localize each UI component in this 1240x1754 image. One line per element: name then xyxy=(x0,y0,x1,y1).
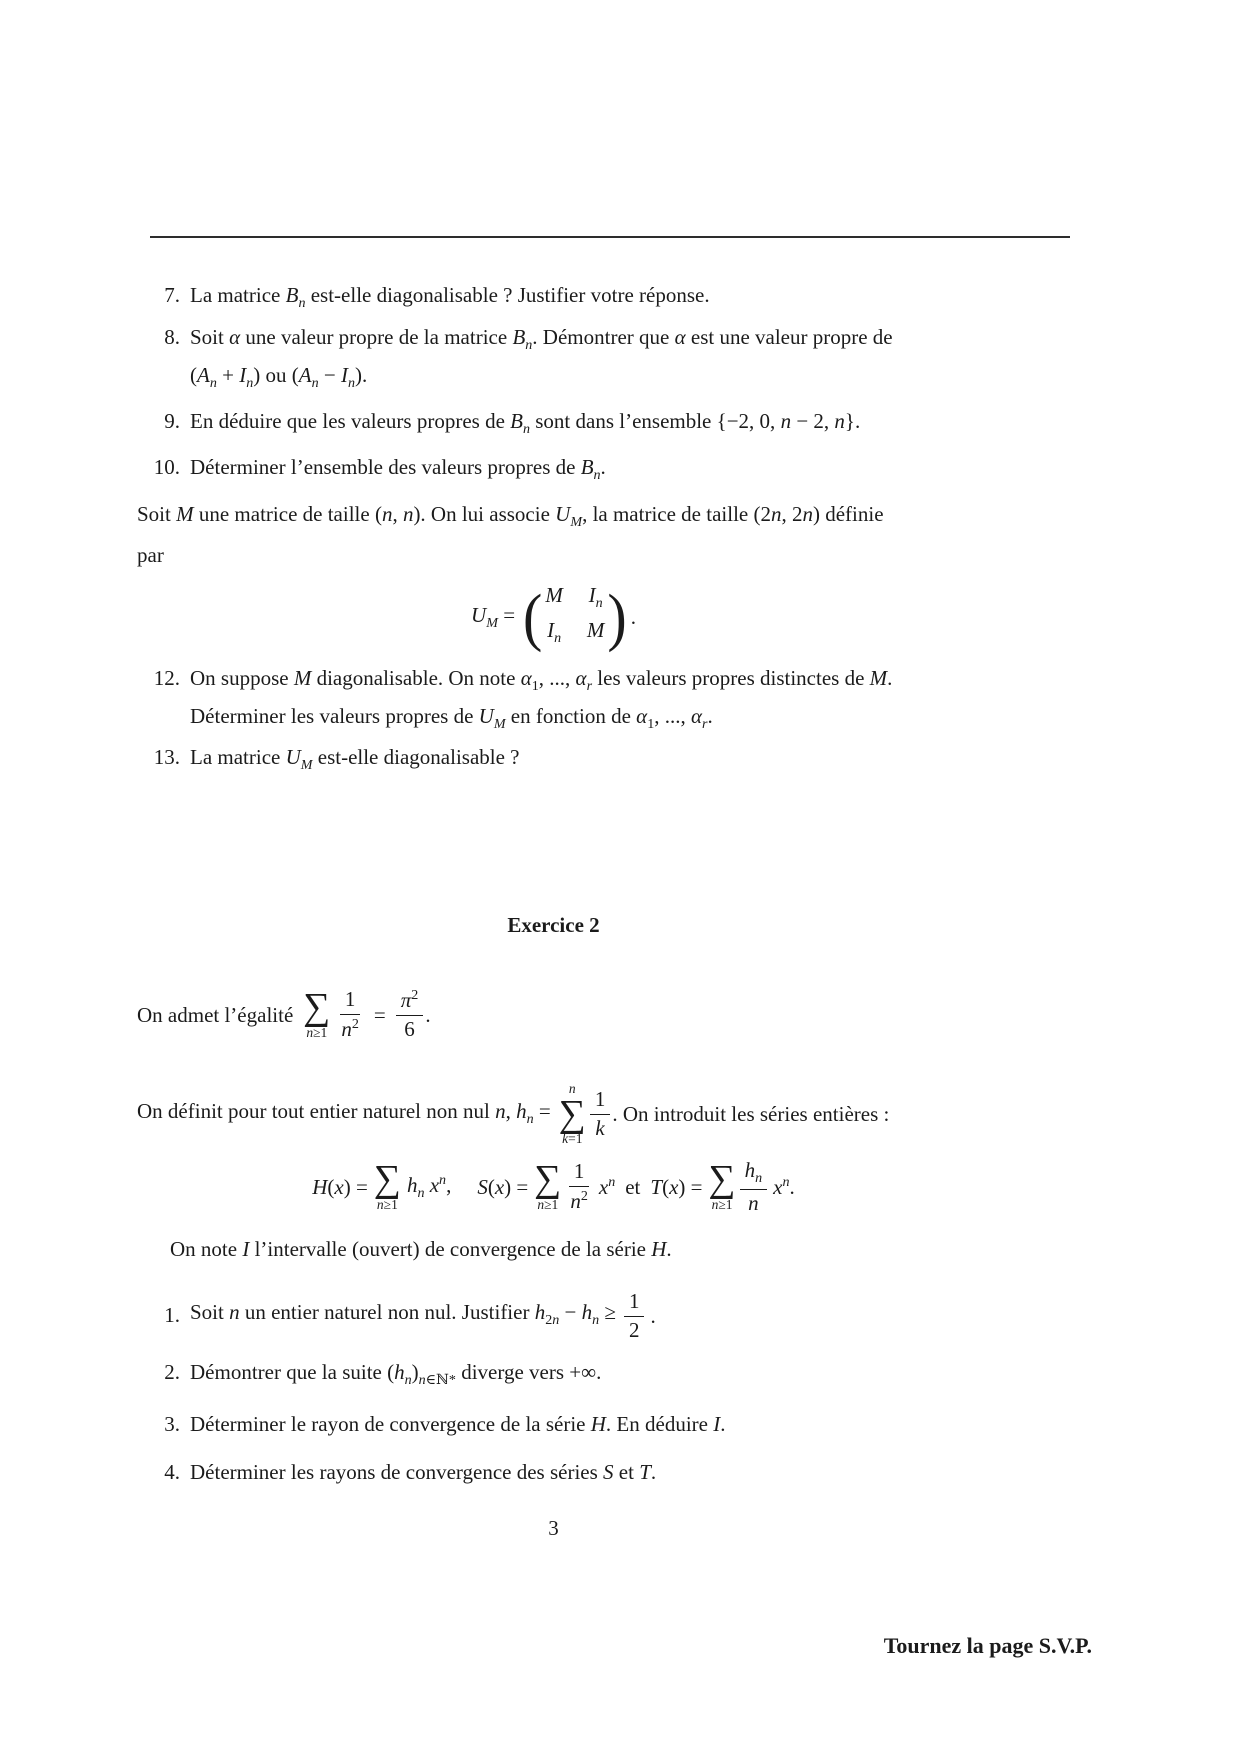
admit-equation-line: On admet l’égalité ∑ n≥1 $\frac{1}{n^2}$ = $\frac{\pi^2}{6}$ . xyxy=(137,985,431,1041)
item-body: Soit n un entier naturel non nul. Justifier $h_{2n} - h_n$ ≥ $\frac{1}{2}$ . xyxy=(190,1289,656,1342)
item-number: 2. xyxy=(164,1360,180,1384)
item-body: La matrice $B_n$ est-elle diagonalisable ? Justifier votre réponse. xyxy=(190,283,710,312)
ex2-item-1 xyxy=(137,1290,970,1342)
item-body: La matrice $U_M$ est-elle diagonalisable ? xyxy=(190,745,520,774)
item-number: 9. xyxy=(164,409,180,433)
matrix-paren-right: ) xyxy=(607,580,627,653)
matrix-cell: M xyxy=(545,583,563,607)
matrix-paren-left: ( xyxy=(523,580,543,653)
ex1-item-7 xyxy=(137,280,970,318)
item-number: 8. xyxy=(164,325,180,349)
summation: ∑ n≥1 xyxy=(534,1157,562,1212)
fraction: $\frac{1}{n^2}$ xyxy=(570,1159,588,1213)
matrix-cells xyxy=(545,582,604,652)
harmonic-definition-line: On définit pour tout entier naturel non nul n, $h_n$ = n ∑ k=1 $\frac{1}{k}$ . On introduit les séries entières : xyxy=(137,1081,890,1147)
equals-sign: = xyxy=(373,1002,386,1027)
ex2-item-3 xyxy=(137,1409,970,1439)
item-number: 12. xyxy=(153,666,180,690)
item-body: On suppose M diagonalisable. On note $\alpha_1$, ..., $\alpha_r$ les valeurs propres distinctes de M. Déterminer les valeurs propres de $U_M$ en fonction de $\alpha_1$, ..., $\alpha_r$. xyxy=(190,666,893,733)
H-series-term: $h_n$ $x^n$, xyxy=(406,1171,452,1202)
sigma-glyph: ∑ xyxy=(708,1157,736,1200)
exercise-2-heading: Exercice 2 xyxy=(507,913,600,937)
et-connector: et xyxy=(625,1174,641,1199)
um-matrix-equation xyxy=(137,582,970,652)
T-series-term: $x^n$. xyxy=(773,1174,795,1199)
ex1-item-13 xyxy=(137,742,970,780)
summation: ∑ n≥1 xyxy=(303,985,331,1040)
item-body: Déterminer le rayon de convergence de la série H. En déduire I. xyxy=(190,1412,726,1436)
item-body: Déterminer l’ensemble des valeurs propres de $B_n$. xyxy=(190,455,606,484)
H-series-lhs: H(x) = xyxy=(312,1174,368,1199)
page-number: 3 xyxy=(548,1516,559,1540)
matrix-2x2 xyxy=(523,582,627,652)
fraction: $\frac{1}{2}$ xyxy=(624,1290,645,1342)
item-body: Déterminer les rayons de convergence des séries S et T. xyxy=(190,1460,657,1484)
sigma-glyph: ∑ xyxy=(373,1157,401,1200)
ex1-item-8 xyxy=(137,322,970,398)
interval-note-paragraph: On note I l’intervalle (ouvert) de convergence de la série H. xyxy=(170,1237,672,1261)
matrix-intro-paragraph: Soit M une matrice de taille (n, n). On lui associe $U_M$, la matrice de taille (2n, 2n) définie par xyxy=(137,502,884,568)
sigma-glyph: ∑ xyxy=(303,985,331,1028)
S-series-lhs: S(x) = xyxy=(477,1174,529,1199)
item-number: 4. xyxy=(164,1460,180,1484)
fraction: $\frac{\pi^2}{6}$ xyxy=(396,988,424,1041)
item-number: 7. xyxy=(164,283,180,307)
summation: n ∑ k=1 xyxy=(558,1081,586,1147)
matrix-cell: $I_n$ xyxy=(547,618,562,647)
turn-page-footer: Tournez la page S.V.P. xyxy=(883,1633,1092,1658)
summation: ∑ n≥1 xyxy=(373,1157,401,1212)
item-body: Soit α une valeur propre de la matrice $B_n$. Démontrer que α est une valeur propre de $(A_n + I_n)$ ou $(A_n - I_n)$. xyxy=(190,325,893,392)
end-period: . xyxy=(425,1002,431,1027)
end-period: . xyxy=(630,604,636,629)
ex1-item-10 xyxy=(137,452,970,490)
summation: ∑ n≥1 xyxy=(708,1157,736,1212)
item-number: 10. xyxy=(153,455,180,479)
item-number: 1. xyxy=(164,1303,180,1327)
matrix-cell: $I_n$ xyxy=(588,583,603,612)
header-rule xyxy=(150,236,1070,238)
series-display-equation xyxy=(137,1155,970,1219)
ex1-item-12 xyxy=(137,663,970,739)
matrix-cell: M xyxy=(586,618,605,643)
T-series-lhs: T(x) = xyxy=(650,1174,703,1199)
ex1-item-9 xyxy=(137,406,970,444)
item-number: 13. xyxy=(153,745,180,769)
end-period: . xyxy=(650,1304,656,1329)
item-number: 3. xyxy=(164,1412,180,1436)
sigma-glyph: ∑ xyxy=(534,1157,562,1200)
ex2-item-2 xyxy=(137,1357,970,1395)
item-body: Démontrer que la suite $(h_n)_{n\in ℕ*}$ diverge vers +∞. xyxy=(190,1360,602,1389)
um-lhs: $U_M$ = xyxy=(471,602,516,631)
fraction: $\frac{1}{n^2}$ xyxy=(341,987,359,1041)
item-body: En déduire que les valeurs propres de $B_n$ sont dans l’ensemble {−2, 0, n − 2, n}. xyxy=(190,409,861,438)
fraction: $\frac{h_n}{n}$ xyxy=(740,1159,768,1215)
sigma-glyph: ∑ xyxy=(558,1092,586,1135)
S-series-term: $x^n$ xyxy=(598,1174,616,1199)
ex2-item-4 xyxy=(137,1457,970,1487)
fraction: $\frac{1}{k}$ xyxy=(590,1088,611,1140)
